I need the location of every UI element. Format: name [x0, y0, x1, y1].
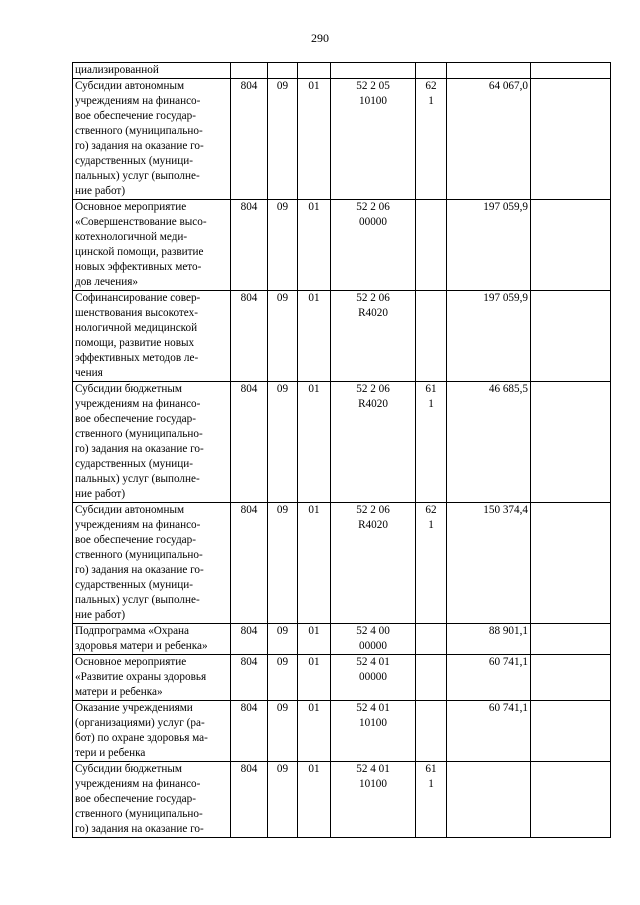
row-vr-cell	[416, 200, 447, 291]
row-csr-cell: 52 2 06 R4020	[331, 291, 416, 382]
row-sum-cell	[447, 762, 531, 838]
row-sum-cell	[447, 63, 531, 79]
row-extra-cell	[531, 762, 611, 838]
table-row	[73, 655, 611, 701]
row-extra-cell	[531, 200, 611, 291]
row-adm-cell: 804	[231, 291, 268, 382]
row-vr-cell	[416, 63, 447, 79]
row-sum-cell: 60 741,1	[447, 655, 531, 701]
row-extra-cell	[531, 79, 611, 200]
row-pr-cell: 01	[298, 503, 331, 624]
row-pr-cell: 01	[298, 655, 331, 701]
row-name-cell: Основное мероприятие «Совершенствование высо- котехнологичной меди- цинской помощи, развитие новых эффективных мето- дов лечения»	[73, 200, 231, 291]
row-pr-cell: 01	[298, 291, 331, 382]
table-row	[73, 382, 611, 503]
row-rz-cell	[268, 63, 298, 79]
row-pr-cell: 01	[298, 200, 331, 291]
row-adm-cell: 804	[231, 382, 268, 503]
row-name-cell: циализированной	[73, 63, 231, 79]
table-row	[73, 79, 611, 200]
row-name-cell: Оказание учреждениями (организациями) услуг (ра- бот) по охране здоровья ма- тери и ребенка	[73, 701, 231, 762]
row-sum-cell: 197 059,9	[447, 200, 531, 291]
row-rz-cell: 09	[268, 200, 298, 291]
row-pr-cell: 01	[298, 762, 331, 838]
row-extra-cell	[531, 63, 611, 79]
budget-table	[72, 62, 611, 838]
row-name-cell: Субсидии автономным учреждениям на финансо- вое обеспечение государ- ственного (муниципально- го) задания на оказание го- сударственных (муници- пальных) услуг (выполне- ние работ)	[73, 79, 231, 200]
row-adm-cell: 804	[231, 200, 268, 291]
row-adm-cell: 804	[231, 79, 268, 200]
row-sum-cell: 88 901,1	[447, 624, 531, 655]
row-csr-cell: 52 4 01 00000	[331, 655, 416, 701]
row-name-cell: Софинансирование совер- шенствования высокотех- нологичной медицинской помощи, развитие новых эффективных методов ле- чения	[73, 291, 231, 382]
row-extra-cell	[531, 382, 611, 503]
row-adm-cell: 804	[231, 503, 268, 624]
row-rz-cell: 09	[268, 701, 298, 762]
row-sum-cell: 46 685,5	[447, 382, 531, 503]
row-rz-cell: 09	[268, 291, 298, 382]
table-row	[73, 200, 611, 291]
row-vr-cell: 62 1	[416, 503, 447, 624]
row-sum-cell: 60 741,1	[447, 701, 531, 762]
row-vr-cell: 61 1	[416, 382, 447, 503]
row-name-cell: Подпрограмма «Охрана здоровья матери и ребенка»	[73, 624, 231, 655]
row-vr-cell: 61 1	[416, 762, 447, 838]
table-row	[73, 503, 611, 624]
row-pr-cell: 01	[298, 624, 331, 655]
row-vr-cell	[416, 291, 447, 382]
row-rz-cell: 09	[268, 655, 298, 701]
row-sum-cell: 150 374,4	[447, 503, 531, 624]
row-adm-cell	[231, 63, 268, 79]
row-adm-cell: 804	[231, 624, 268, 655]
table-row	[73, 701, 611, 762]
row-name-cell: Субсидии автономным учреждениям на финансо- вое обеспечение государ- ственного (муниципально- го) задания на оказание го- сударственных (муници- пальных) услуг (выполне- ние работ)	[73, 503, 231, 624]
table-row	[73, 291, 611, 382]
row-adm-cell: 804	[231, 655, 268, 701]
row-name-cell: Субсидии бюджетным учреждениям на финансо- вое обеспечение государ- ственного (муниципально- го) задания на оказание го-	[73, 762, 231, 838]
row-extra-cell	[531, 655, 611, 701]
table-row	[73, 63, 611, 79]
row-extra-cell	[531, 624, 611, 655]
row-adm-cell: 804	[231, 701, 268, 762]
row-rz-cell: 09	[268, 762, 298, 838]
table-row	[73, 762, 611, 838]
row-csr-cell: 52 2 05 10100	[331, 79, 416, 200]
table-row	[73, 624, 611, 655]
row-csr-cell: 52 2 06 R4020	[331, 503, 416, 624]
row-vr-cell	[416, 655, 447, 701]
row-csr-cell: 52 4 01 10100	[331, 701, 416, 762]
row-pr-cell: 01	[298, 79, 331, 200]
row-name-cell: Основное мероприятие «Развитие охраны здоровья матери и ребенка»	[73, 655, 231, 701]
row-extra-cell	[531, 701, 611, 762]
row-vr-cell: 62 1	[416, 79, 447, 200]
row-rz-cell: 09	[268, 503, 298, 624]
row-pr-cell	[298, 63, 331, 79]
row-extra-cell	[531, 291, 611, 382]
row-sum-cell: 197 059,9	[447, 291, 531, 382]
row-csr-cell	[331, 63, 416, 79]
row-pr-cell: 01	[298, 382, 331, 503]
row-vr-cell	[416, 701, 447, 762]
row-name-cell: Субсидии бюджетным учреждениям на финансо- вое обеспечение государ- ственного (муниципально- го) задания на оказание го- сударственных (муници- пальных) услуг (выполне- ние работ)	[73, 382, 231, 503]
row-rz-cell: 09	[268, 624, 298, 655]
row-adm-cell: 804	[231, 762, 268, 838]
row-vr-cell	[416, 624, 447, 655]
row-csr-cell: 52 2 06 R4020	[331, 382, 416, 503]
row-extra-cell	[531, 503, 611, 624]
row-pr-cell: 01	[298, 701, 331, 762]
row-rz-cell: 09	[268, 79, 298, 200]
page-number: 290	[311, 31, 329, 45]
row-csr-cell: 52 2 06 00000	[331, 200, 416, 291]
row-rz-cell: 09	[268, 382, 298, 503]
row-sum-cell: 64 067,0	[447, 79, 531, 200]
row-csr-cell: 52 4 01 10100	[331, 762, 416, 838]
row-csr-cell: 52 4 00 00000	[331, 624, 416, 655]
